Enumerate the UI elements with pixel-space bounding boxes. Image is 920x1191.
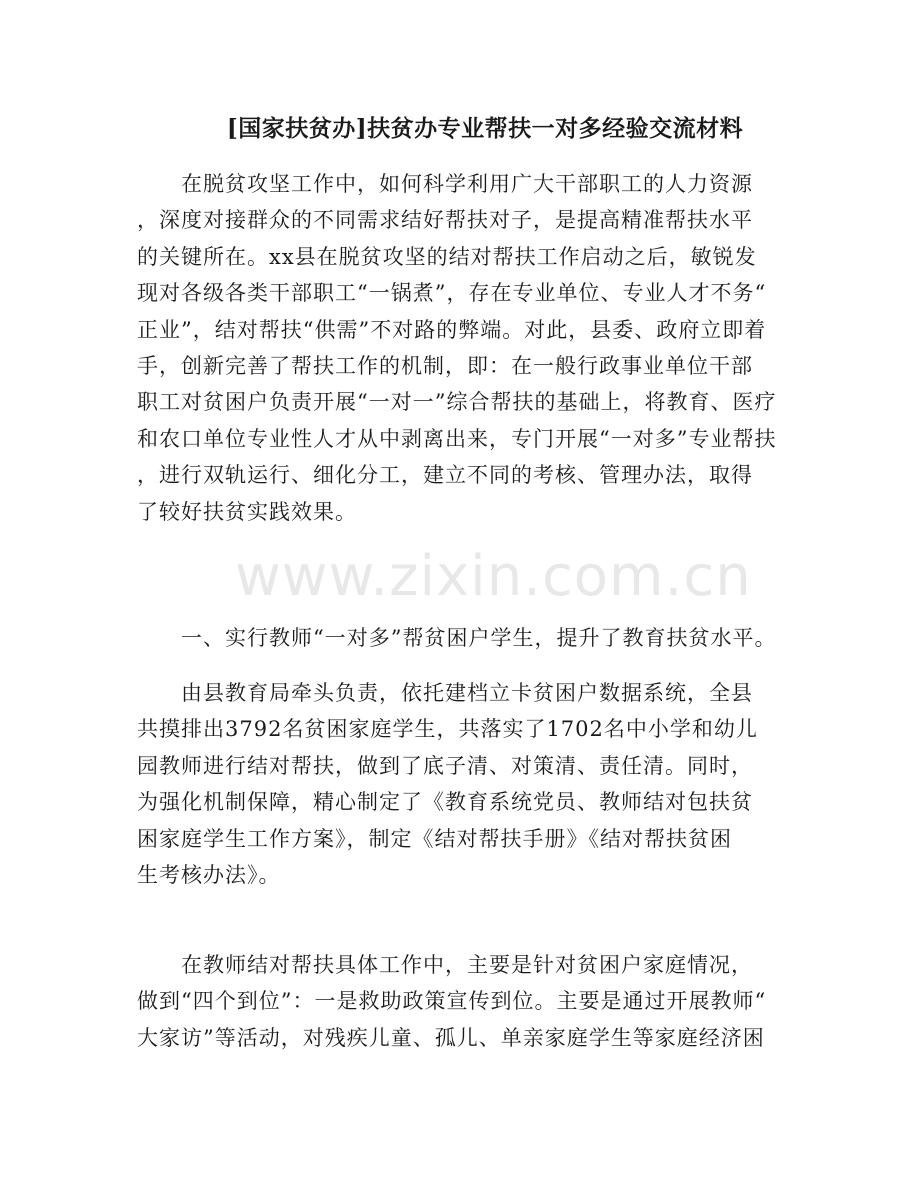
paragraph-intro bbox=[137, 166, 787, 530]
text-line: 的关键所在。xx县在脱贫攻坚的结对帮扶工作启动之后，敏锐发 bbox=[137, 244, 757, 269]
text-line: 生考核办法》。 bbox=[137, 863, 281, 888]
document-title: [国家扶贫办]扶贫办专业帮扶一对多经验交流材料 bbox=[226, 115, 744, 142]
text-line: 职工对贫困户负责开展“一对一”综合帮扶的基础上，将教育、医疗 bbox=[137, 390, 777, 415]
paragraph-education bbox=[137, 675, 787, 893]
text-line: ，进行双轨运行、细化分工，建立不同的考核、管理办法，取得 bbox=[137, 463, 753, 488]
paragraph-teacher-work bbox=[137, 947, 787, 1056]
watermark: www.zixin.com.cn bbox=[235, 544, 752, 609]
text-line: 一、实行教师“一对多”帮贫困户学生，提升了教育扶贫水平。 bbox=[137, 626, 777, 650]
text-line: 现对各级各类干部职工“一锅煮”，存在专业单位、专业人才不务“ bbox=[137, 281, 767, 306]
text-line: 和农口单位专业性人才从中剥离出来，专门开展“一对多”专业帮扶 bbox=[137, 426, 777, 451]
text-line: 大家访”等活动，对残疾儿童、孤儿、单亲家庭学生等家庭经济困 bbox=[137, 1025, 765, 1050]
text-line: 在脱贫攻坚工作中，如何科学利用广大干部职工的人力资源 bbox=[137, 172, 753, 196]
text-line: 正业”，结对帮扶“供需”不对路的弊端。对此，县委、政府立即着 bbox=[137, 317, 767, 342]
text-line: 了较好扶贫实践效果。 bbox=[137, 499, 357, 524]
section-heading-1 bbox=[137, 620, 787, 656]
text-line: 共摸排出3792名贫困家庭学生，共落实了1702名中小学和幼儿 bbox=[137, 717, 758, 742]
text-line: 园教师进行结对帮扶，做到了底子清、对策清、责任清。同时， bbox=[137, 753, 753, 778]
text-line: ，深度对接群众的不同需求结好帮扶对子，是提高精准帮扶水平 bbox=[137, 208, 753, 233]
text-line: 做到“四个到位”：一是救助政策宣传到位。主要是通过开展教师“ bbox=[137, 989, 767, 1014]
text-line: 在教师结对帮扶具体工作中，主要是针对贫困户家庭情况， bbox=[137, 953, 753, 977]
text-line: 由县教育局牵头负责，依托建档立卡贫困户数据系统，全县 bbox=[137, 681, 753, 705]
text-line: 为强化机制保障，精心制定了《教育系统党员、教师结对包扶贫 bbox=[137, 790, 753, 815]
text-line: 困家庭学生工作方案》，制定《结对帮扶手册》《结对帮扶贫困 bbox=[137, 826, 732, 851]
text-line: 手，创新完善了帮扶工作的机制，即：在一般行政事业单位干部 bbox=[137, 354, 753, 379]
